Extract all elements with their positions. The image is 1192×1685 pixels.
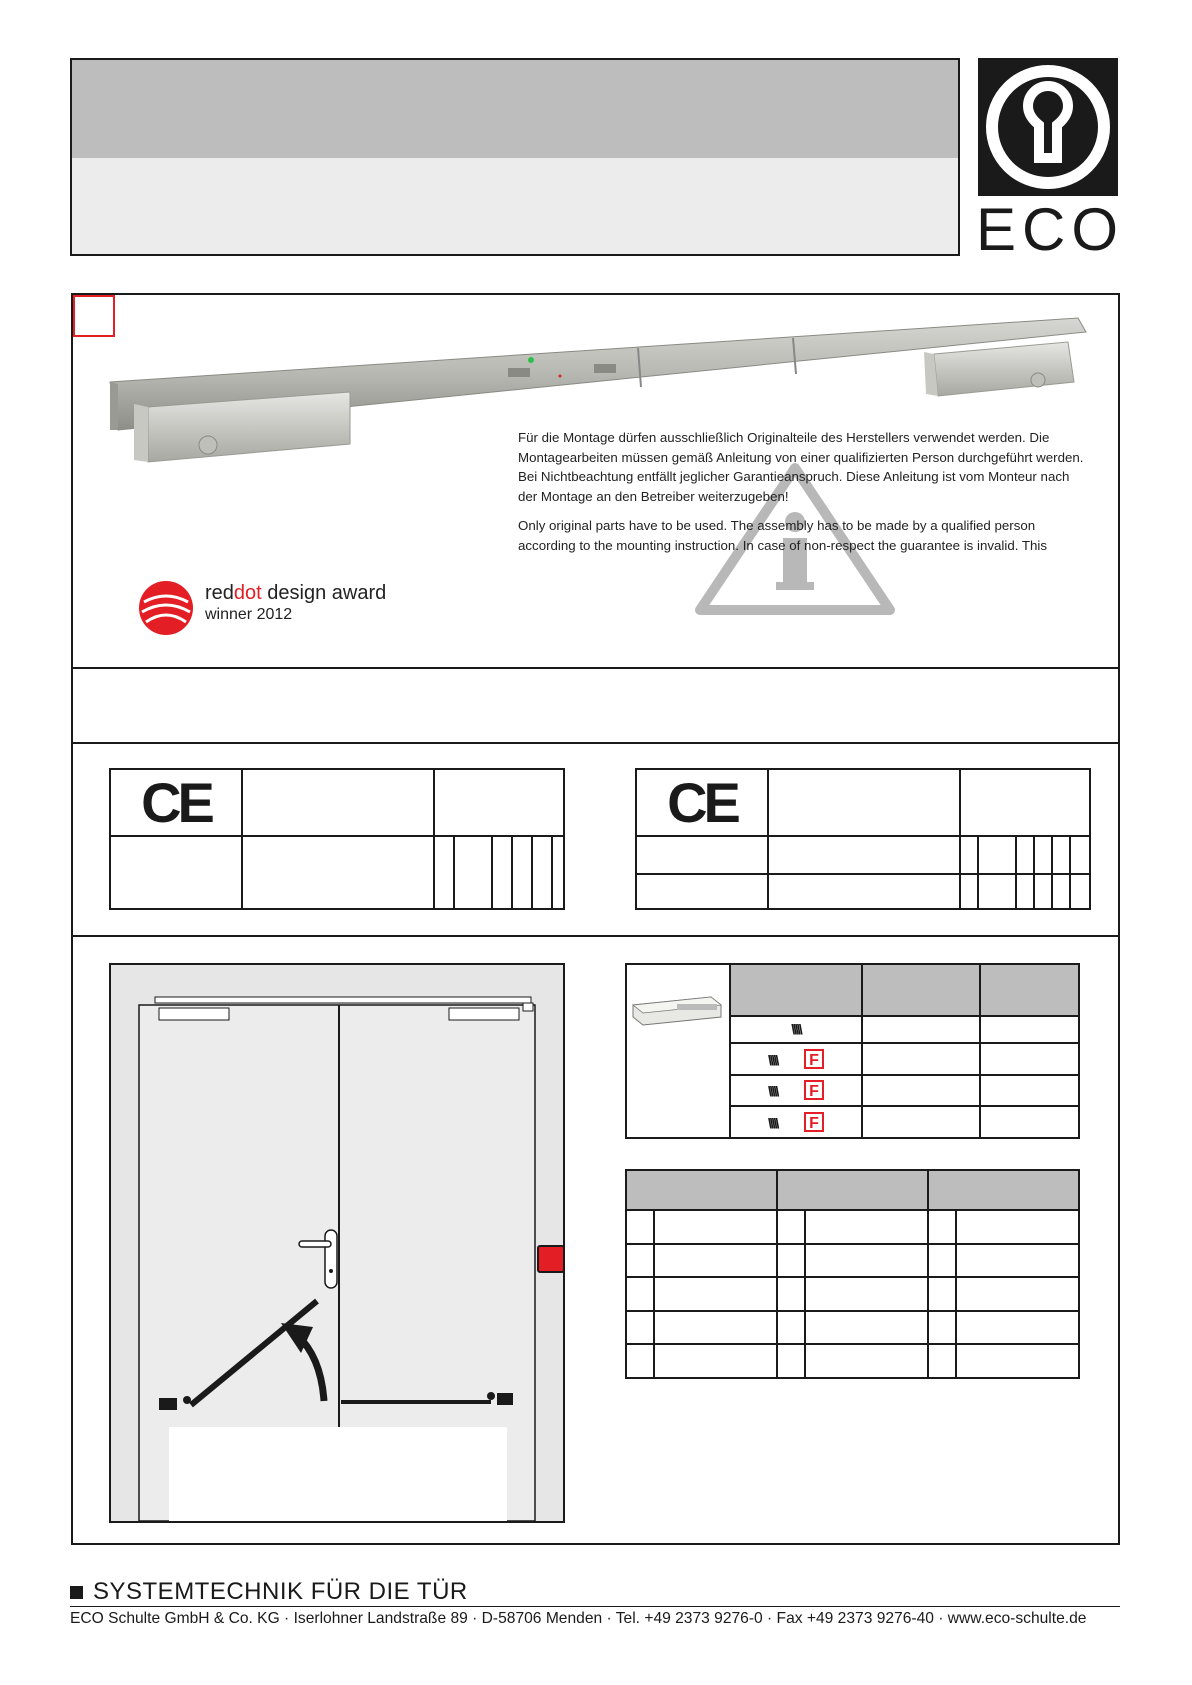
table-cell [956, 1344, 1079, 1378]
ce-cell [552, 836, 564, 909]
ce-cell [1034, 874, 1052, 909]
award-word-rest: design award [261, 582, 387, 604]
ce-mark: CE [110, 769, 242, 836]
ce-cell [434, 836, 454, 909]
table-cell [862, 1016, 980, 1043]
award-word-red: red [205, 582, 234, 604]
table-cell [862, 1075, 980, 1107]
ce-cell [110, 836, 242, 909]
ce-cell [768, 836, 960, 874]
ce-table-right [635, 768, 1091, 910]
divider [73, 667, 1118, 669]
table-cell [805, 1344, 928, 1378]
award-year: winner 2012 [205, 606, 293, 623]
table-cell [980, 1106, 1079, 1138]
table-cell [626, 1210, 654, 1244]
ce-cell [960, 769, 1090, 836]
table-cell [805, 1311, 928, 1345]
reddot-logo-icon [138, 580, 194, 636]
eco-logo-text: ECO [976, 196, 1125, 263]
award-title [205, 582, 386, 605]
table-cell [777, 1244, 805, 1278]
divider [73, 742, 1118, 744]
table-cell [777, 1344, 805, 1378]
table-cell [654, 1344, 777, 1378]
award-word-dot: dot [233, 582, 262, 604]
table-cell [928, 1344, 956, 1378]
ce-cell [1070, 836, 1090, 874]
square-bullet-icon [70, 1586, 83, 1599]
notice-english: Only original parts have to be used. The assembly has to be made by a qualified person according to the mounting instruction. In case of non-respect the guarantee is invalid. This [518, 518, 1047, 553]
table-cell [805, 1244, 928, 1278]
divider [73, 935, 1118, 937]
fire-badge: F [804, 1112, 824, 1132]
ce-cell [978, 836, 1016, 874]
table-cell [956, 1244, 1079, 1278]
column-header [626, 1170, 777, 1210]
footer-divider [70, 1606, 1120, 1607]
ce-cell [492, 836, 512, 909]
product-thumbnail [626, 964, 730, 1138]
ce-cell [532, 836, 552, 909]
ce-cell [1034, 836, 1052, 874]
ce-cell [636, 836, 768, 874]
table-cell [654, 1244, 777, 1278]
table-cell [626, 1244, 654, 1278]
table-cell [805, 1277, 928, 1311]
ce-cell [242, 836, 434, 909]
table-cell [862, 1043, 980, 1075]
spring-icon: \\\\\ [791, 1020, 801, 1037]
mounting-notice [518, 428, 1088, 565]
table-cell [777, 1210, 805, 1244]
ce-cell [1052, 874, 1070, 909]
title-band [72, 60, 958, 160]
column-header [777, 1170, 928, 1210]
table-cell [928, 1311, 956, 1345]
table-cell [980, 1075, 1079, 1107]
footer-title [70, 1578, 468, 1606]
title-block [70, 58, 960, 256]
spring-icon: \\\\\ [767, 1051, 778, 1068]
ce-cell [1016, 874, 1034, 909]
table-cell [928, 1210, 956, 1244]
spring-cell [730, 1043, 862, 1075]
table-cell [862, 1106, 980, 1138]
spring-cell [730, 1016, 862, 1043]
fire-badge: F [804, 1049, 824, 1069]
table-cell [980, 1043, 1079, 1075]
ce-cell [1052, 836, 1070, 874]
footer-title-text: SYSTEMTECHNIK FÜR DIE TÜR [93, 1578, 468, 1605]
product-variant-table [625, 963, 1080, 1139]
table-cell [956, 1311, 1079, 1345]
double-door-diagram [109, 963, 565, 1523]
table-cell [928, 1277, 956, 1311]
contents-table [625, 1169, 1080, 1379]
table-cell [928, 1244, 956, 1278]
table-cell [777, 1311, 805, 1345]
notice-german: Für die Montage dürfen ausschließlich Originalteile des Herstellers verwendet werden. Die Montagearbeiten müssen gemäß Anleitung von einer qualifizierten Person durchgeführt werden. Bei Nichtbeachtung entfällt jeglicher Garantieanspruch. Diese Anleitung ist vom Monteur nach der Montage an den Betreiber weiterzugeben! [518, 430, 1084, 504]
ce-cell [512, 836, 532, 909]
subtitle-band [72, 158, 958, 254]
ce-cell [768, 769, 960, 836]
column-header [862, 964, 980, 1016]
column-header [928, 1170, 1079, 1210]
ce-cell [1070, 874, 1090, 909]
ce-cell [242, 769, 434, 836]
eco-keyhole-logo-icon [978, 58, 1118, 196]
table-cell [626, 1344, 654, 1378]
ce-cell [636, 874, 768, 909]
table-cell [626, 1311, 654, 1345]
table-cell [805, 1210, 928, 1244]
ce-cell [768, 874, 960, 909]
table-cell [956, 1277, 1079, 1311]
spring-cell [730, 1106, 862, 1138]
ce-cell [434, 769, 564, 836]
ce-cell [960, 874, 978, 909]
ce-cell [960, 836, 978, 874]
table-cell [777, 1277, 805, 1311]
spring-cell [730, 1075, 862, 1107]
table-cell [626, 1277, 654, 1311]
ce-cell [454, 836, 492, 909]
ce-cell [1016, 836, 1034, 874]
section-marker-red [537, 1245, 565, 1273]
table-cell [980, 1016, 1079, 1043]
footer-address: ECO Schulte GmbH & Co. KG · Iserlohner Landstraße 89 · D-58706 Menden · Tel. +49 2373 9276-0 · Fax +49 2373 9276-40 · www.eco-schulte.de [70, 1610, 1087, 1627]
column-header [980, 964, 1079, 1016]
table-cell [956, 1210, 1079, 1244]
ce-cell [978, 874, 1016, 909]
table-cell [654, 1311, 777, 1345]
ce-table-left [109, 768, 565, 910]
table-cell [654, 1210, 777, 1244]
spring-icon: \\\\\ [767, 1114, 778, 1131]
spring-icon: \\\\\ [767, 1083, 778, 1100]
column-header [730, 964, 862, 1016]
ce-mark: CE [636, 769, 768, 836]
fire-badge: F [804, 1080, 824, 1100]
table-cell [654, 1277, 777, 1311]
